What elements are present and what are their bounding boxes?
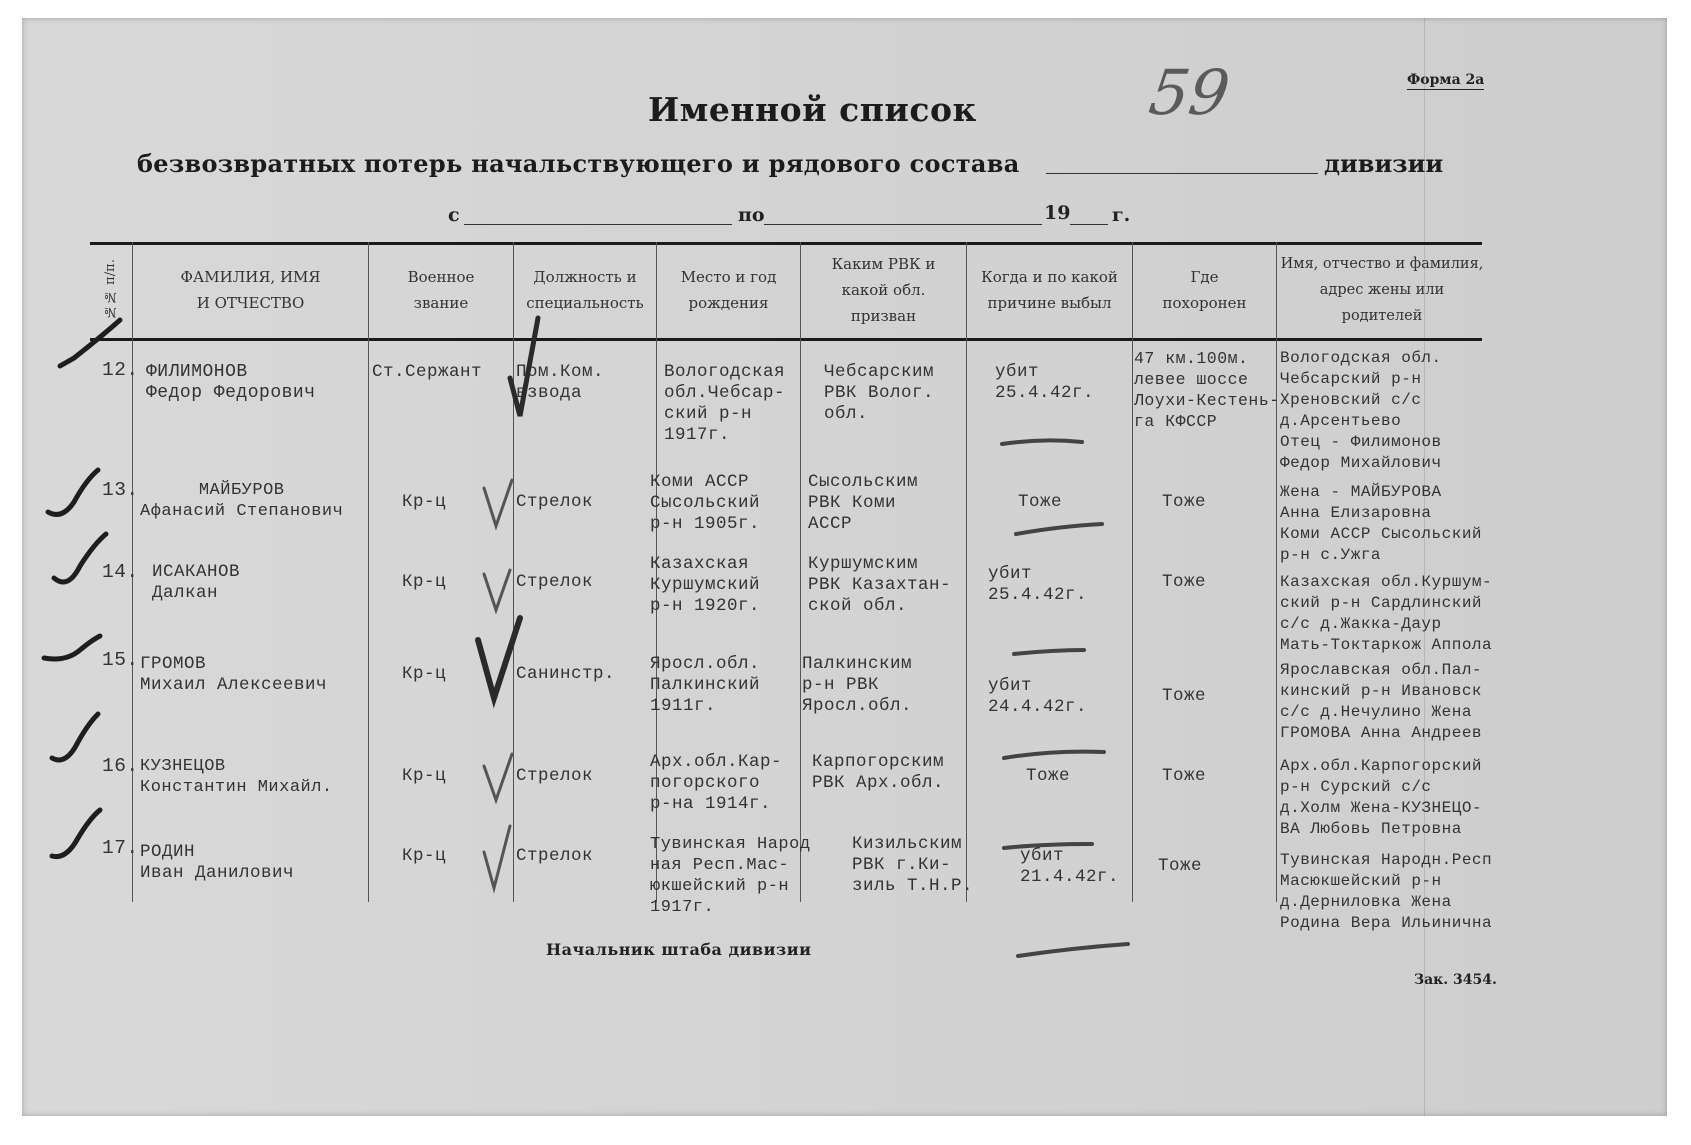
col-header-name: ФАМИЛИЯ, ИМЯ И ОТЧЕСТВО	[180, 267, 321, 312]
pencil-dash	[1016, 524, 1102, 534]
row-name: ГРОМОВ Михаил Алексеевич	[140, 654, 328, 695]
pencil-dash	[1014, 650, 1084, 654]
row-position: Стрелок	[516, 766, 594, 786]
row-rvk: Палкинским р-н РВК Яросл.обл.	[802, 654, 913, 716]
form-label: Форма 2а	[1407, 72, 1485, 88]
col-header-when: Когда и по какой причине выбыл	[981, 267, 1118, 312]
year-suffix: г.	[1112, 204, 1131, 226]
row-rvk: Кизильским РВК г.Ки- зиль Т.Н.Р.	[852, 834, 974, 896]
row-relatives: Казахская обл.Куршум- ский р-н Сардлинский с/с д.Жакка-Даур Мать-Токтаркож Аппола	[1280, 573, 1493, 654]
row-rank: Кр-ц	[402, 846, 447, 866]
row-birth: Казахская Куршумский р-н 1920г.	[650, 554, 761, 616]
row-birth: Вологодская обл.Чебсар- ский р-н 1917г.	[664, 362, 786, 445]
row-rank: Кр-ц	[402, 572, 447, 592]
check-mark-icon	[484, 754, 512, 800]
row-rvk: Карпогорским РВК Арх.обл.	[812, 752, 945, 793]
date-to-label: по	[738, 204, 765, 226]
row-relatives: Арх.обл.Карпогорский р-н Сурский с/с д.Холм Жена-КУЗНЕЦО- ВА Любовь Петровна	[1280, 757, 1483, 838]
row-rank: Ст.Сержант	[372, 362, 483, 382]
row-when: убит 25.4.42г.	[988, 564, 1088, 605]
col-header-rank: Военное звание	[407, 267, 475, 312]
row-position: Стрелок	[516, 492, 594, 512]
row-when: убит 25.4.42г.	[995, 362, 1095, 403]
row-relatives: Жена - МАЙБУРОВА Анна Елизаровна Коми АССР Сысольский р-н с.Ужга	[1280, 483, 1483, 564]
row-buried: 47 км.100м. левее шоссе Лоухи-Кестень- га КФССР	[1134, 349, 1280, 431]
row-name: МАЙБУРОВ Афанасий Степанович	[140, 481, 344, 521]
row-buried: Тоже	[1162, 572, 1207, 592]
row-buried: Тоже	[1162, 686, 1207, 706]
check-mark-icon	[52, 714, 98, 760]
col-header-birth: Место и год рождения	[680, 267, 777, 312]
check-mark-icon	[54, 534, 106, 582]
row-rank: Кр-ц	[402, 492, 447, 512]
row-relatives: Ярославская обл.Пал- кинский р-н Ивановск с/с д.Нечулино Жена ГРОМОВА Анна Андреев	[1280, 661, 1483, 742]
date-from-label: с	[448, 204, 460, 226]
check-mark-icon	[48, 470, 98, 514]
row-number: 12.	[102, 359, 139, 381]
col-header-buried: Где похоронен	[1162, 267, 1247, 312]
check-mark-icon	[44, 636, 100, 659]
col-header-relatives: Имя, отчество и фамилия, адрес жены или родителей	[1280, 255, 1484, 324]
page-number: 59	[1144, 56, 1235, 129]
row-position: Стрелок	[516, 846, 594, 866]
pencil-annotations	[22, 18, 1667, 1116]
row-when: убит 24.4.42г.	[988, 676, 1088, 717]
row-number: 17.	[102, 837, 139, 859]
row-buried: Тоже	[1158, 856, 1203, 876]
check-mark-icon	[484, 570, 510, 610]
check-mark-icon	[484, 480, 512, 526]
row-rvk: Чебсарским РВК Волог. обл.	[824, 362, 935, 424]
col-header-number: №№ п/п.	[103, 259, 118, 320]
row-number: 15.	[102, 649, 139, 671]
row-name: ФИЛИМОНОВ Федор Федорович	[146, 362, 316, 403]
pencil-dash	[1018, 944, 1128, 956]
row-number: 16.	[102, 755, 139, 777]
row-number: 14.	[102, 561, 139, 583]
row-number: 13.	[102, 479, 139, 501]
row-birth: Тувинская Народ ная Респ.Мас- юкшейский р-н 1917г.	[650, 835, 811, 917]
row-birth: Арх.обл.Кар- погорского р-на 1914г.	[650, 752, 783, 814]
pencil-dash	[1004, 844, 1092, 848]
check-mark-icon	[60, 320, 120, 366]
row-when: Тоже	[1018, 492, 1063, 512]
signature-label: Начальник штаба дивизии	[546, 940, 812, 959]
document-subtitle: безвозвратных потерь начальствующего и рядового состава	[137, 149, 1020, 178]
pencil-dash	[1002, 440, 1082, 444]
row-buried: Тоже	[1162, 766, 1207, 786]
check-mark-icon	[52, 810, 100, 857]
row-rank: Кр-ц	[402, 664, 447, 684]
document-title: Именной список	[648, 90, 977, 129]
row-birth: Коми АССР Сысольский р-н 1905г.	[650, 472, 761, 534]
row-name: ИСАКАНОВ Далкан	[152, 562, 241, 603]
row-position: Санинстр.	[516, 664, 616, 684]
row-relatives: Вологодская обл. Чебсарский р-н Хреновский с/с д.Арсентьево Отец - Филимонов Федор Михайлович	[1280, 349, 1442, 472]
row-rvk: Куршумским РВК Казахтан- ской обл.	[808, 554, 952, 616]
row-when: Тоже	[1026, 766, 1071, 786]
row-name: РОДИН Иван Данилович	[140, 842, 295, 883]
row-when: убит 21.4.42г.	[1020, 846, 1120, 887]
row-position: Пом.Ком. взвода	[516, 362, 605, 403]
row-birth: Яросл.обл. Палкинский 1911г.	[650, 654, 761, 716]
check-mark-icon	[478, 618, 520, 698]
order-number: Зак. 3454.	[1414, 972, 1497, 988]
check-mark-icon	[484, 826, 510, 888]
row-buried: Тоже	[1162, 492, 1207, 512]
document-sheet	[22, 18, 1667, 1116]
row-rank: Кр-ц	[402, 766, 447, 786]
row-rvk: Сысольским РВК Коми АССР	[808, 472, 919, 534]
row-position: Стрелок	[516, 572, 594, 592]
check-mark-icon	[510, 318, 538, 416]
row-name: КУЗНЕЦОВ Константин Михайл.	[140, 757, 333, 797]
pencil-dash	[1004, 752, 1104, 758]
col-header-position: Должность и специальность	[526, 267, 644, 312]
division-label: дивизии	[1324, 149, 1444, 178]
row-relatives: Тувинская Народн.Респ Масюкшейский р-н д.Дерниловка Жена Родина Вера Ильинична	[1280, 851, 1493, 932]
year-prefix: 19	[1044, 202, 1071, 224]
col-header-rvk: Каким РВК и какой обл. призван	[831, 254, 936, 325]
